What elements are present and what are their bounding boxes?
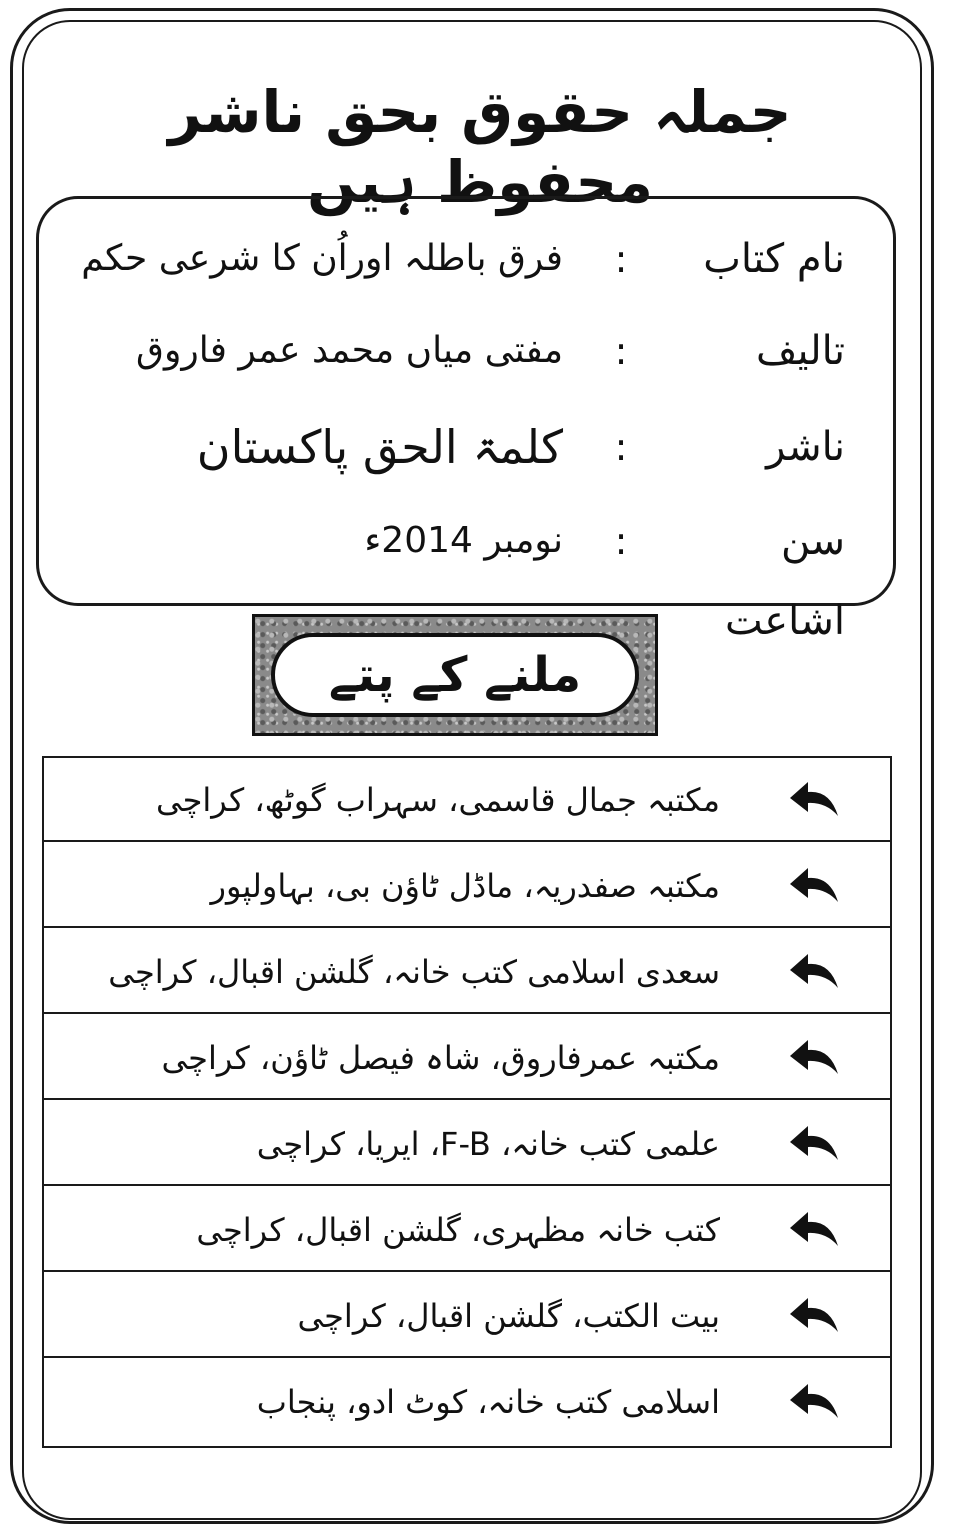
address-text: بیت الکتب، گلشن اقبال، کراچی [297, 1297, 720, 1335]
curved-arrow-left-icon [786, 862, 846, 912]
address-row [44, 844, 890, 928]
address-row [44, 930, 890, 1014]
address-text: مکتبہ جمال قاسمی، سہراب گوٹھ، کراچی [155, 781, 720, 819]
author-label: تالیف [756, 328, 845, 374]
author-colon: : [614, 329, 628, 373]
curved-arrow-left-icon [786, 1378, 846, 1428]
publisher-colon: : [614, 425, 628, 469]
address-text: علمی کتب خانہ، F-B، ایریا، کراچی [256, 1125, 720, 1163]
author-value: مفتی میاں محمد عمر فاروق [136, 330, 563, 371]
address-row [44, 758, 890, 842]
publication-date-label: سن اشاعت [725, 518, 845, 644]
book-name-label: نام کتاب [703, 236, 845, 282]
address-row [44, 1274, 890, 1358]
curved-arrow-left-icon [786, 948, 846, 998]
publisher-value: کلمۃ الحق پاکستان [196, 420, 563, 474]
address-text: مکتبہ صفدریہ، ماڈل ٹاؤن بی، بہاولپور [210, 867, 720, 905]
availability-banner [252, 614, 658, 736]
address-text: مکتبہ عمرفاروق، شاہ فیصل ٹاؤن، کراچی [161, 1039, 720, 1077]
curved-arrow-left-icon [786, 1292, 846, 1342]
publication-date-value: نومبر 2014ء [364, 520, 563, 561]
page-title: جملہ حقوق بحق ناشر محفوظ ہیں [168, 78, 792, 216]
publisher-row [39, 407, 893, 487]
address-row [44, 1188, 890, 1272]
book-name-row [39, 219, 893, 299]
book-name-colon: : [614, 237, 628, 281]
publication-date-colon: : [614, 519, 628, 563]
address-text: سعدی اسلامی کتب خانہ، گلشن اقبال، کراچی [108, 953, 720, 991]
availability-heading: ملنے کے پتے [271, 633, 639, 717]
publication-date-row [39, 501, 893, 644]
publisher-label: ناشر [766, 424, 845, 470]
address-list [42, 756, 892, 1448]
book-info-box [36, 196, 896, 644]
curved-arrow-left-icon [786, 1120, 846, 1170]
address-text: اسلامی کتب خانہ، کوٹ ادو، پنجاب [256, 1383, 720, 1421]
address-text: کتب خانہ مظہری، گلشن اقبال، کراچی [196, 1211, 720, 1249]
curved-arrow-left-icon [786, 776, 846, 826]
address-row [44, 1016, 890, 1100]
address-row [44, 1360, 890, 1444]
book-name-value: فرق باطلہ اوراُن کا شرعی حکم [81, 238, 563, 279]
curved-arrow-left-icon [786, 1034, 846, 1084]
address-row [44, 1102, 890, 1186]
curved-arrow-left-icon [786, 1206, 846, 1256]
author-row [39, 311, 893, 391]
